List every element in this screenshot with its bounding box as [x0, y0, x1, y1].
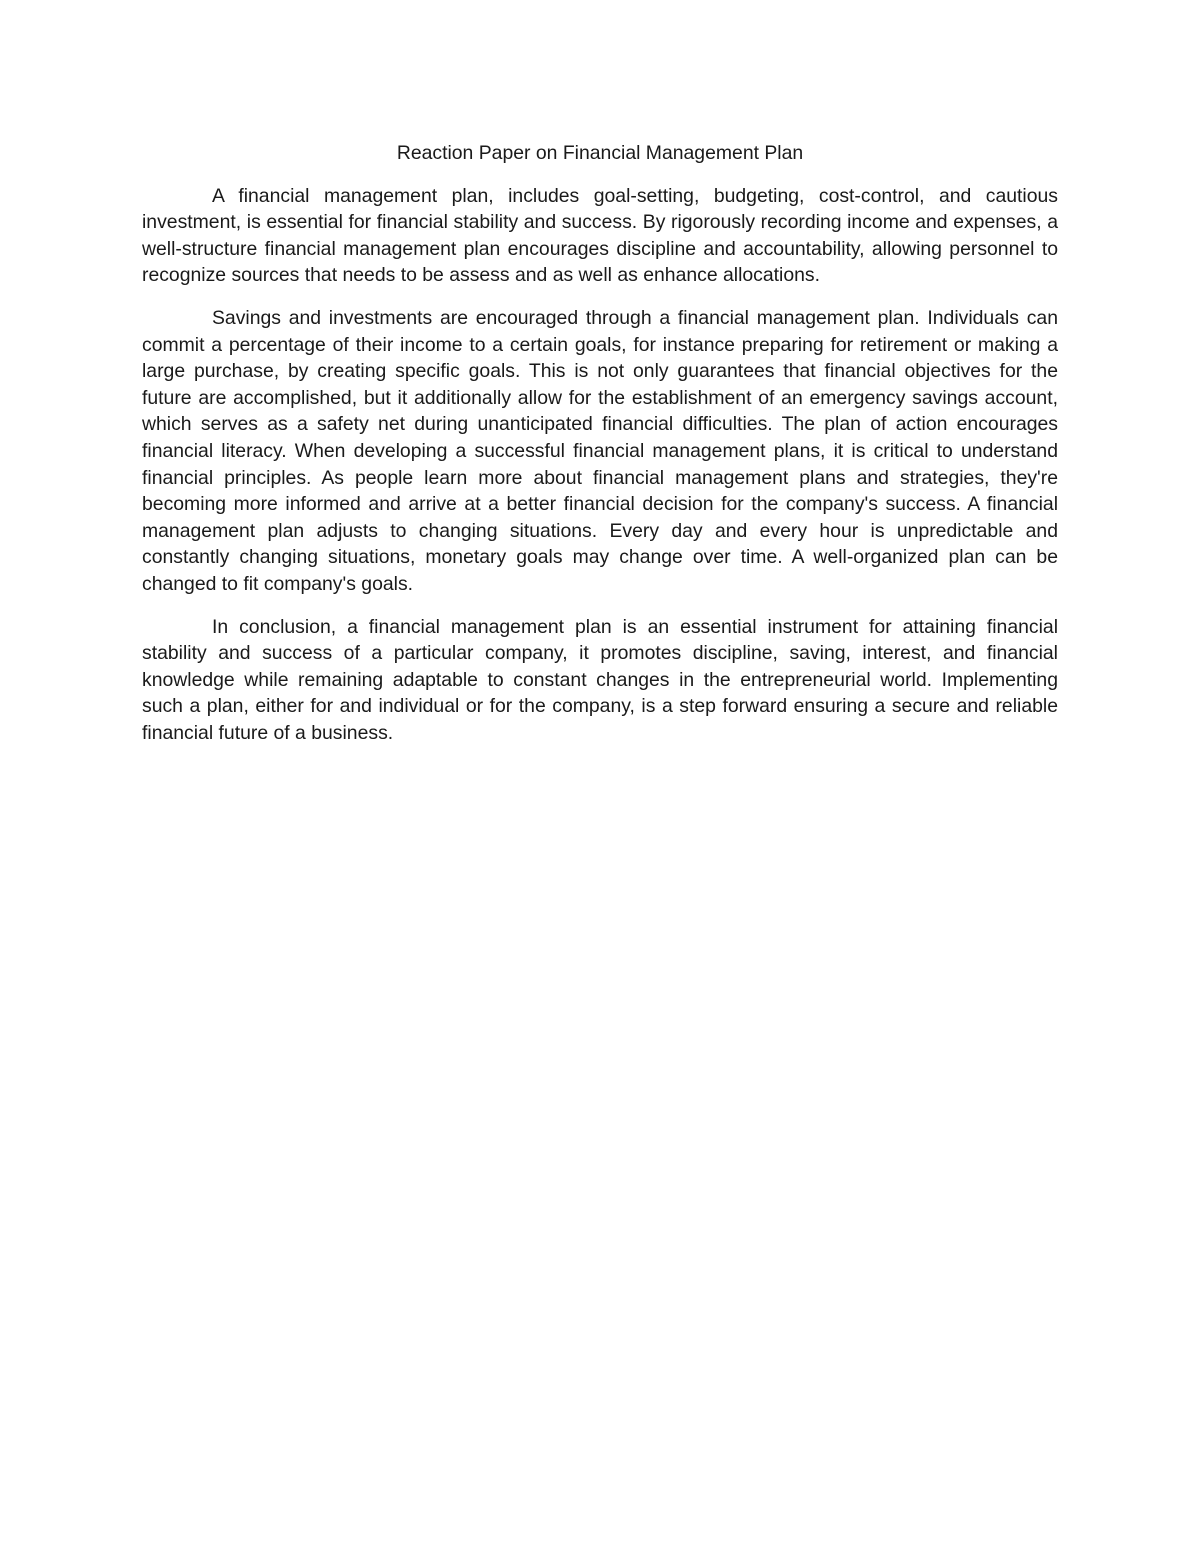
paragraph-introduction: A financial management plan, includes goal-setting, budgeting, cost-control, and cautious investment, is essential for financial stability and success. By rigorously recording income and expenses, a well-structure financial management plan encourages discipline and accountability, allowing personnel to recognize sources that needs to be assess and as well as enhance allocations.: [142, 184, 1058, 287]
document-title: Reaction Paper on Financial Management Plan: [396, 142, 804, 164]
paragraph-savings-investments: Savings and investments are encouraged through a financial management plan. Individuals can commit a percentage of their income to a certain goals, for instance preparing for retirement or making a large purchase, by creating specific goals. This is not only guarantees that financial objectives for the future are accomplished, but it additionally allow for the establishment of an emergency savings account, which serves as a safety net during unanticipated financial difficulties. The plan of action encourages financial literacy. When developing a successful financial management plans, it is critical to understand financial principles. As people learn more about financial management plans and strategies, they're becoming more informed and arrive at a better financial decision for the company's success. A financial management plan adjusts to changing situations. Every day and every hour is unpredictable and constantly changing situations, monetary goals may change over time. A well-organized plan can be changed to fit company's goals.: [142, 306, 1058, 595]
paragraph-conclusion: In conclusion, a financial management plan is an essential instrument for attaining financial stability and success of a particular company, it promotes discipline, saving, interest, and financial knowledge while remaining adaptable to constant changes in the entrepreneurial world. Implementing such a plan, either for and individual or for the company, is a step forward ensuring a secure and reliable financial future of a business.: [142, 615, 1058, 744]
document-body: [142, 140, 1058, 762]
